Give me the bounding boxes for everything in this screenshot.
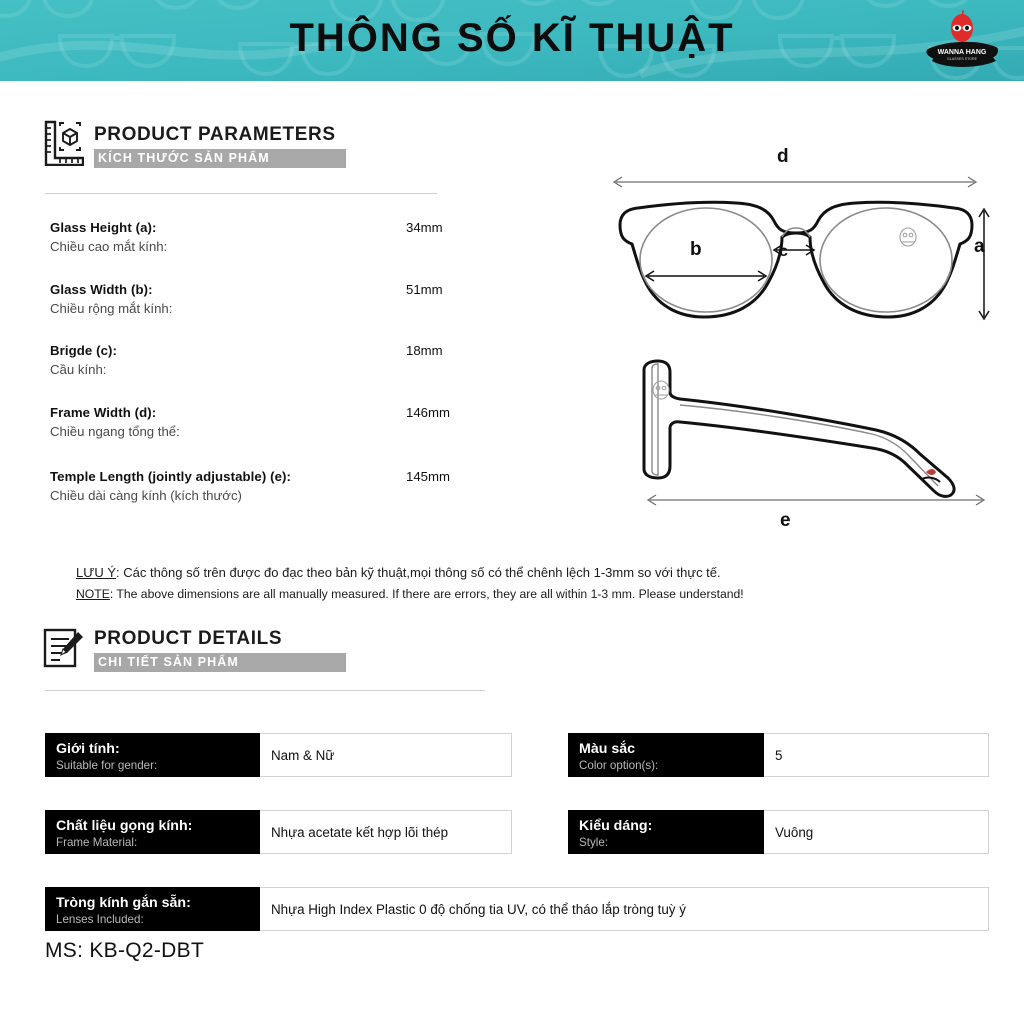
spec-value-glass-width: 51mm	[406, 282, 443, 297]
dimension-label-b: b	[690, 239, 702, 260]
spec-label-vi: Chiều ngang tổng thể:	[50, 424, 180, 439]
section-title-parameters-en: PRODUCT PARAMETERS	[94, 124, 336, 145]
detail-row-lenses	[45, 887, 989, 931]
section-header-parameters	[42, 120, 346, 168]
spec-label-vi: Chiều rộng mắt kính:	[50, 301, 173, 316]
spec-label-vi: Chiều cao mắt kính:	[50, 239, 168, 254]
spec-value-frame-width: 146mm	[406, 405, 450, 420]
spec-row-frame-width	[50, 404, 180, 442]
dimension-label-c: c	[779, 243, 788, 260]
detail-row-gender	[45, 733, 512, 777]
detail-row-style	[568, 810, 989, 854]
spec-label-en: Glass Width (b):	[50, 282, 153, 297]
svg-text:WANNA HANG: WANNA HANG	[937, 49, 987, 56]
detail-label-frame-material: Chất liệu gọng kính: Frame Material:	[45, 810, 260, 854]
diagram-side-view	[608, 348, 998, 523]
section-title-details-en: PRODUCT DETAILS	[94, 628, 283, 649]
spec-row-temple-length	[50, 468, 291, 506]
spec-value-temple-length: 145mm	[406, 469, 450, 484]
diagram-front-view	[596, 145, 996, 335]
detail-value-gender: Nam & Nữ	[260, 733, 512, 777]
note-vi-prefix: LƯU Ý	[76, 565, 117, 580]
note-english	[76, 584, 744, 604]
spec-label-en: Glass Height (a):	[50, 220, 157, 235]
section-title-parameters-vi: KÍCH THƯỚC SẢN PHẨM	[94, 149, 346, 168]
detail-row-color	[568, 733, 989, 777]
note-en-text: : The above dimensions are all manually measured. If there are errors, they are all within 1-3 mm. Please understand!	[109, 587, 744, 601]
brand-logo	[922, 9, 1002, 71]
note-vietnamese	[76, 563, 721, 583]
spec-label-en: Frame Width (d):	[50, 405, 157, 420]
spec-row-glass-height	[50, 219, 167, 257]
detail-label-gender: Giới tính: Suitable for gender:	[45, 733, 260, 777]
divider-parameters	[45, 193, 437, 194]
spec-label-en: Brigde (c):	[50, 343, 118, 358]
section-title-details-vi: CHI TIẾT SẢN PHẨM	[94, 653, 346, 672]
spec-label-vi: Cầu kính:	[50, 362, 107, 377]
spec-value-glass-height: 34mm	[406, 220, 443, 235]
detail-value-lenses: Nhựa High Index Plastic 0 độ chống tia UV, có thể tháo lắp tròng tuỳ ý	[260, 887, 989, 931]
note-en-prefix: NOTE	[76, 587, 110, 601]
page-banner	[0, 0, 1024, 81]
spec-label-vi: Chiều dài càng kính (kích thước)	[50, 488, 242, 503]
dimension-label-e: e	[780, 510, 791, 531]
spec-label-en: Temple Length (jointly adjustable) (e):	[50, 469, 292, 484]
ruler-cube-icon	[42, 120, 84, 166]
page-title: THÔNG SỐ KĨ THUẬT	[289, 16, 735, 60]
dimension-label-a: a	[974, 236, 985, 257]
product-code: MS: KB-Q2-DBT	[45, 939, 205, 962]
detail-value-color: 5	[764, 733, 989, 777]
detail-value-frame-material: Nhựa acetate kết hợp lõi thép	[260, 810, 512, 854]
divider-details	[45, 690, 485, 691]
detail-value-style: Vuông	[764, 810, 989, 854]
svg-text:GLASSES STORE: GLASSES STORE	[946, 57, 978, 61]
dimension-label-d: d	[777, 146, 789, 167]
spec-row-bridge	[50, 342, 117, 380]
detail-label-color: Màu sắc Color option(s):	[568, 733, 764, 777]
detail-label-style: Kiểu dáng: Style:	[568, 810, 764, 854]
note-vi-text: : Các thông số trên được đo đạc theo bản kỹ thuật,mọi thông số có thể chênh lệch 1-3mm so với thực tế.	[116, 565, 721, 580]
spec-value-bridge: 18mm	[406, 343, 443, 358]
detail-row-frame-material	[45, 810, 512, 854]
spec-row-glass-width	[50, 281, 172, 319]
detail-label-lenses: Tròng kính gắn sẵn: Lenses Included:	[45, 887, 260, 931]
document-pencil-icon	[42, 624, 84, 670]
section-header-details	[42, 624, 346, 672]
